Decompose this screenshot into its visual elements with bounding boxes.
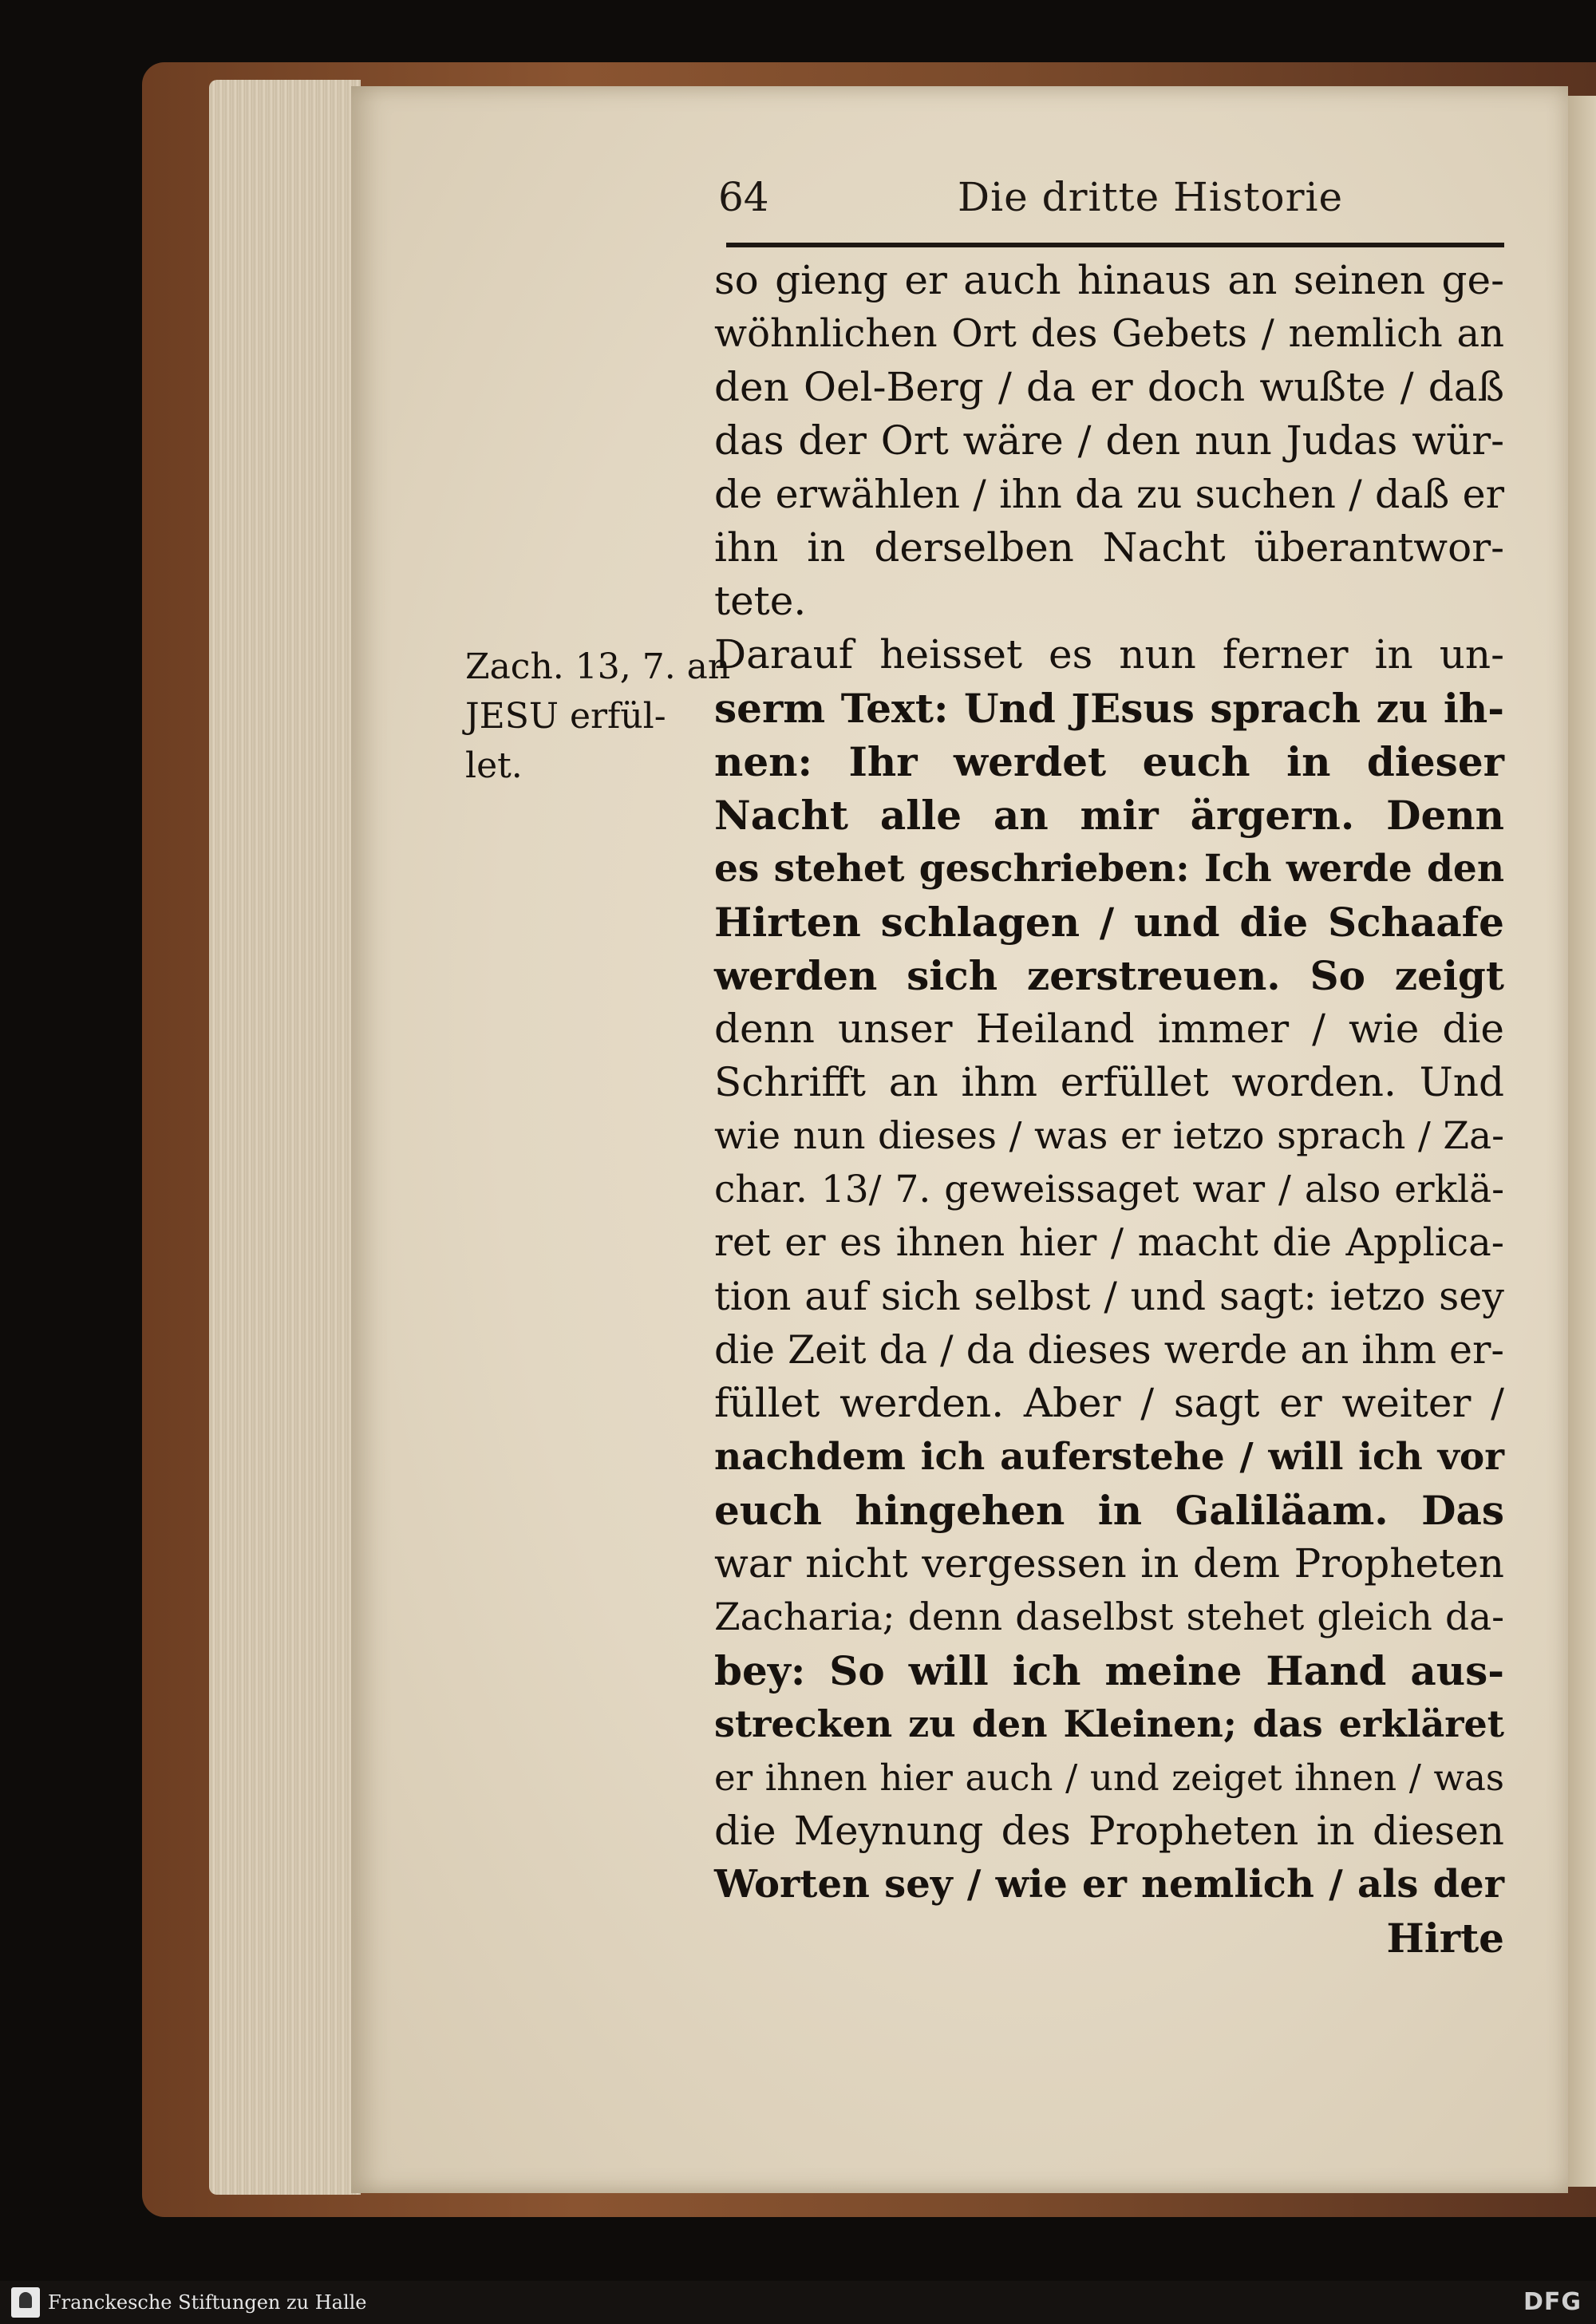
text-line: das der Ort wäre / den nun Judas wür- (714, 417, 1504, 464)
text-line: wöhnlichen Ort des Gebets / nemlich an (714, 311, 1504, 356)
viewer-footer (0, 2281, 1596, 2324)
page-edges (209, 80, 361, 2195)
text-line: ret er es ihnen hier / macht die Applica- (714, 1220, 1504, 1265)
text-line: Zacharia; denn daselbst stehet gleich da- (714, 1595, 1504, 1639)
text-line: Nacht alle an mir ärgern. Denn (714, 792, 1504, 839)
running-title: Die dritte Historie (958, 174, 1344, 220)
catchword: Hirte (1386, 1915, 1504, 1962)
text-line: die Meynung des Propheten in diesen (714, 1808, 1504, 1854)
text-line: Schrifft an ihm erfüllet worden. Und (714, 1059, 1504, 1105)
text-line: nen: Ihr werdet euch in dieser (714, 738, 1504, 785)
header-rule (726, 243, 1504, 247)
institution-name: Franckesche Stiftungen zu Halle (48, 2291, 367, 2314)
body-text (714, 254, 1504, 1965)
text-line: den Oel-Berg / da er doch wußte / daß (714, 364, 1504, 410)
text-line: ihn in derselben Nacht überantwor- (714, 524, 1504, 571)
text-line: de erwählen / ihn da zu suchen / daß er (714, 472, 1504, 517)
text-line: werden sich zerstreuen. So zeigt (714, 952, 1504, 999)
text-line: Hirten schlagen / und die Schaafe (714, 899, 1504, 946)
text-line: wie nun dieses / was er ietzo sprach / Za- (714, 1114, 1504, 1158)
text-line: Darauf heisset es nun ferner in un- (714, 631, 1504, 678)
text-line: so gieng er auch hinaus an seinen ge- (714, 257, 1504, 303)
text-line: serm Text: Und JEsus sprach zu ih- (714, 685, 1504, 732)
margin-note-line: Zach. 13, 7. an (465, 646, 731, 687)
text-line: die Zeit da / da dieses werde an ihm er- (714, 1327, 1504, 1373)
text-line: tion auf sich selbst / und sagt: ietzo sey (714, 1274, 1504, 1319)
margin-note-line: let. (465, 745, 523, 786)
page-header (718, 172, 1500, 227)
text-line: er ihnen hier auch / und zeiget ihnen / was (714, 1757, 1504, 1799)
page-number: 64 (718, 174, 769, 220)
text-line: nachdem ich auferstehe / will ich vor (714, 1435, 1504, 1479)
text-line: Worten sey / wie er nemlich / als der (714, 1862, 1504, 1907)
text-line: strecken zu den Kleinen; das erkläret (714, 1702, 1504, 1745)
text-line: char. 13/ 7. geweissaget war / also erklä- (714, 1168, 1504, 1211)
margin-note-line: JESU erfül- (465, 696, 666, 737)
text-line: tete. (714, 578, 807, 624)
text-line: bey: So will ich meine Hand aus- (714, 1647, 1504, 1694)
dfg-logo: DFG (1523, 2288, 1582, 2316)
text-line: euch hingehen in Galiläam. Das (714, 1487, 1504, 1534)
text-line: füllet werden. Aber / sagt er weiter / (714, 1380, 1504, 1426)
margin-note (465, 642, 731, 791)
text-line: war nicht vergessen in dem Propheten (714, 1540, 1504, 1587)
institution-logo-icon (11, 2287, 40, 2318)
text-line: es stehet geschrieben: Ich werde den (714, 847, 1504, 891)
text-line: denn unser Heiland immer / wie die (714, 1006, 1504, 1052)
